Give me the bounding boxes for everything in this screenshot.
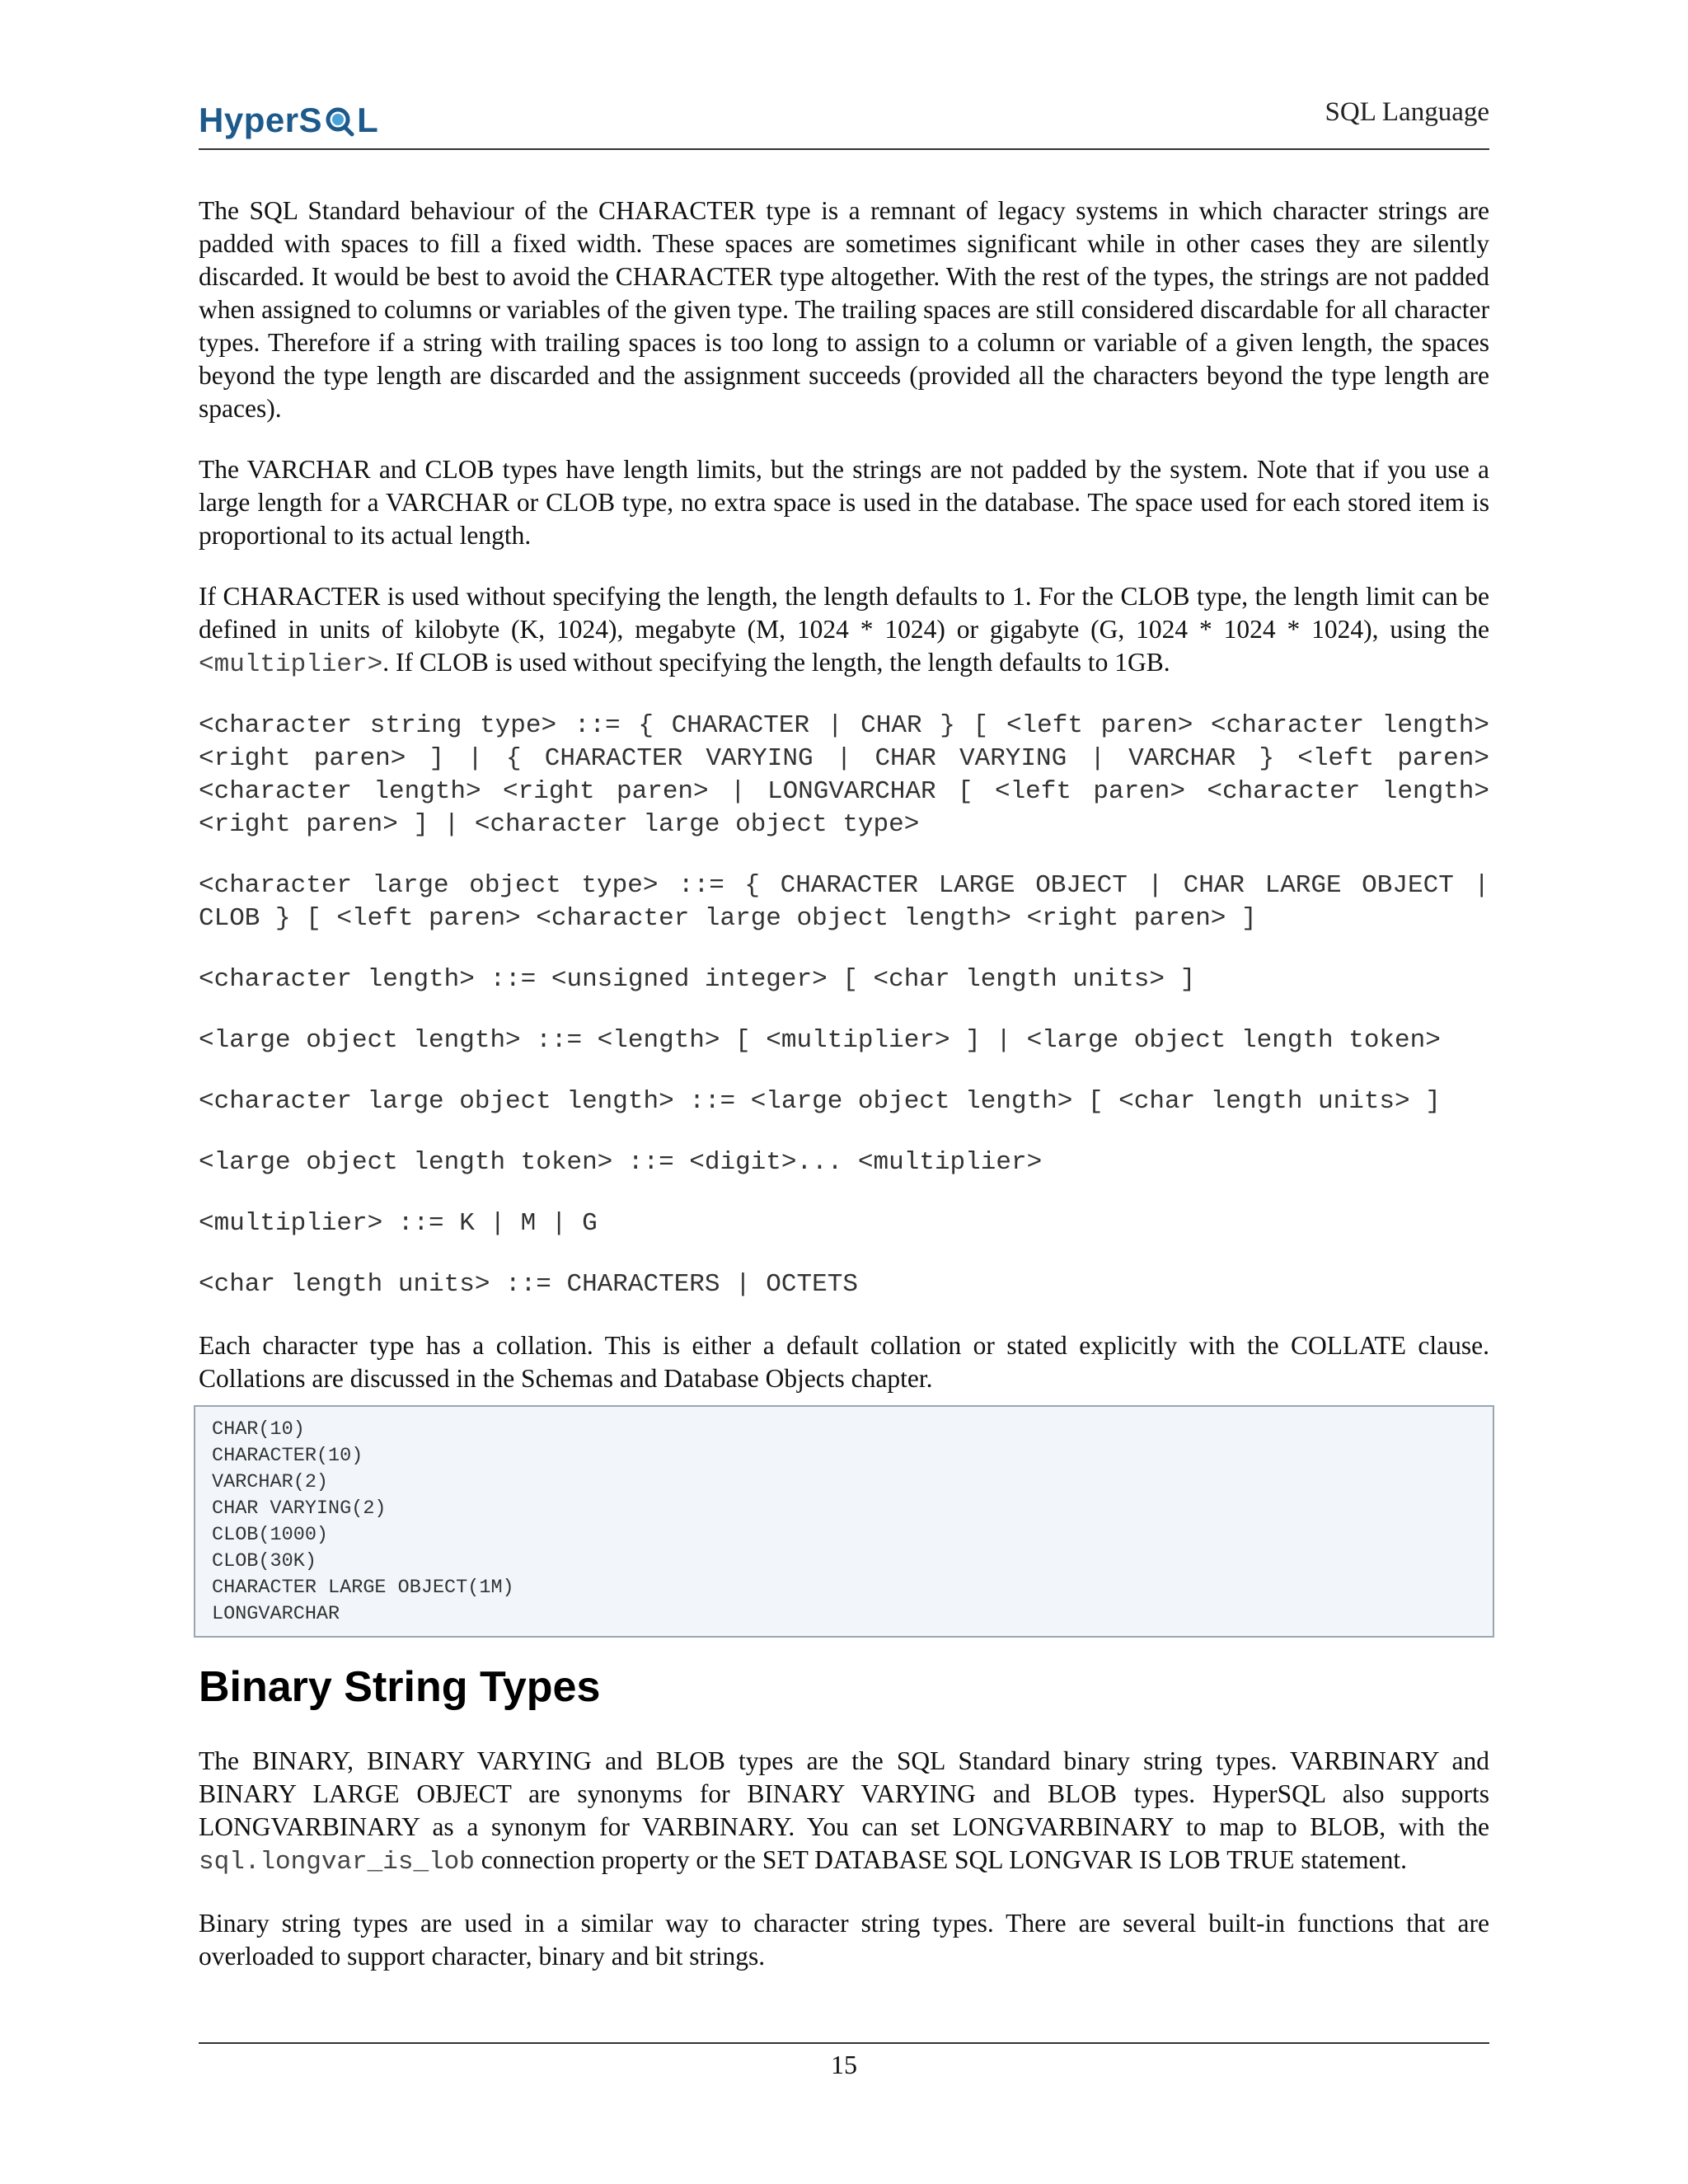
code-example-box — [194, 1405, 1494, 1638]
code-line: CHAR VARYING(2) — [212, 1497, 387, 1520]
section-heading-binary-string-types: Binary String Types — [199, 1663, 601, 1711]
grammar-rule-character-string-type: <character string type> ::= { CHARACTER | CHAR } [ <left paren> <character length> <right paren> ] | { CHARACTER VARYING | CHAR VARYING | VARCHAR } <left paren> <character length> <right paren> | LONGVARCHAR [ <left paren> <character length> <right paren> ] | <character large object type> — [199, 711, 1489, 839]
page-content — [199, 194, 1489, 2001]
inline-code-multiplier: <multiplier> — [199, 650, 383, 679]
magnifier-q-icon — [323, 104, 356, 137]
text-segment: . If CLOB is used without specifying the length, the length defaults to 1GB. — [382, 648, 1170, 677]
text-segment: If CHARACTER is used without specifying the length, the length defaults to 1. For the CLOB type, the length limit can be defined in units of kilobyte (K, 1024), megabyte (M, 1024 * 1024) or gigabyte (G, 1024 * 1024 * 1024), using the — [199, 582, 1489, 644]
code-line: CHARACTER LARGE OBJECT(1M) — [212, 1577, 514, 1599]
code-line: CHAR(10) — [212, 1418, 305, 1441]
code-line: CLOB(1000) — [212, 1524, 329, 1546]
text-segment: The BINARY, BINARY VARYING and BLOB types are the SQL Standard binary string types. VARBINARY and BINARY LARGE OBJECT are synonyms for BINARY VARYING and BLOB types. HyperSQL also supports LONGVARBINARY as a synonym for VARBINARY. You can set LONGVARBINARY to map to BLOB, with the — [199, 1746, 1489, 1841]
grammar-rule-multiplier: <multiplier> ::= K | M | G — [199, 1209, 598, 1238]
grammar-rule-character-length: <character length> ::= <unsigned integer> [ <char length units> ] — [199, 965, 1196, 994]
logo-text-right: L — [357, 101, 379, 139]
grammar-rule-char-length-units: <char length units> ::= CHARACTERS | OCTETS — [199, 1270, 858, 1299]
paragraph-binary-usage: Binary string types are used in a similar way to character string types. There are several built-in functions that are overloaded to support character, binary and bit strings. — [199, 1909, 1489, 1971]
hypersql-logo — [199, 101, 378, 140]
text-segment: connection property or the SET DATABASE SQL LONGVAR IS LOB TRUE statement. — [474, 1845, 1407, 1874]
code-line: CLOB(30K) — [212, 1550, 316, 1572]
footer-divider — [199, 2042, 1489, 2044]
code-line: LONGVARCHAR — [212, 1603, 340, 1625]
code-line: VARCHAR(2) — [212, 1471, 329, 1493]
paragraph-length-defaults — [199, 580, 1489, 682]
page-header — [199, 89, 1489, 150]
paragraph-collation: Each character type has a collation. This is either a default collation or stated explicitly with the COLLATE clause. Collations are discussed in the Schemas and Database Objects chapter. — [199, 1331, 1489, 1393]
grammar-rule-large-object-length: <large object length> ::= <length> [ <multiplier> ] | <large object length token> — [199, 1026, 1441, 1055]
chapter-title: SQL Language — [1325, 97, 1489, 127]
grammar-rule-large-object-length-token: <large object length token> ::= <digit>... <multiplier> — [199, 1148, 1043, 1177]
code-line: CHARACTER(10) — [212, 1445, 363, 1467]
inline-code-property: sql.longvar_is_lob — [199, 1848, 475, 1877]
grammar-rule-character-large-object-length: <character large object length> ::= <large object length> [ <char length units> ] — [199, 1087, 1441, 1116]
logo-text-left: HyperS — [199, 101, 323, 139]
paragraph-binary-types — [199, 1745, 1489, 1879]
paragraph-character-behaviour: The SQL Standard behaviour of the CHARACTER type is a remnant of legacy systems in which character strings are padded with spaces to fill a fixed width. These spaces are sometimes significant while in other cases they are silently discarded. It would be best to avoid the CHARACTER type altogether. With the rest of the types, the strings are not padded when assigned to columns or variables of the given type. The trailing spaces are still considered discardable for all character types. Therefore if a string with trailing spaces is too long to assign to a column or variable of a given length, the spaces beyond the type length are discarded and the assignment succeeds (provided all the characters beyond the type length are spaces). — [199, 196, 1489, 423]
page-number: 15 — [831, 2050, 857, 2079]
paragraph-varchar-clob: The VARCHAR and CLOB types have length limits, but the strings are not padded by the system. Note that if you use a large length for a VARCHAR or CLOB type, no extra space is used in the database. The space used for each stored item is proportional to its actual length. — [199, 455, 1489, 550]
grammar-rule-character-large-object-type: <character large object type> ::= { CHARACTER LARGE OBJECT | CHAR LARGE OBJECT | CLOB } [ <left paren> <character large object length> <right paren> ] — [199, 871, 1489, 933]
